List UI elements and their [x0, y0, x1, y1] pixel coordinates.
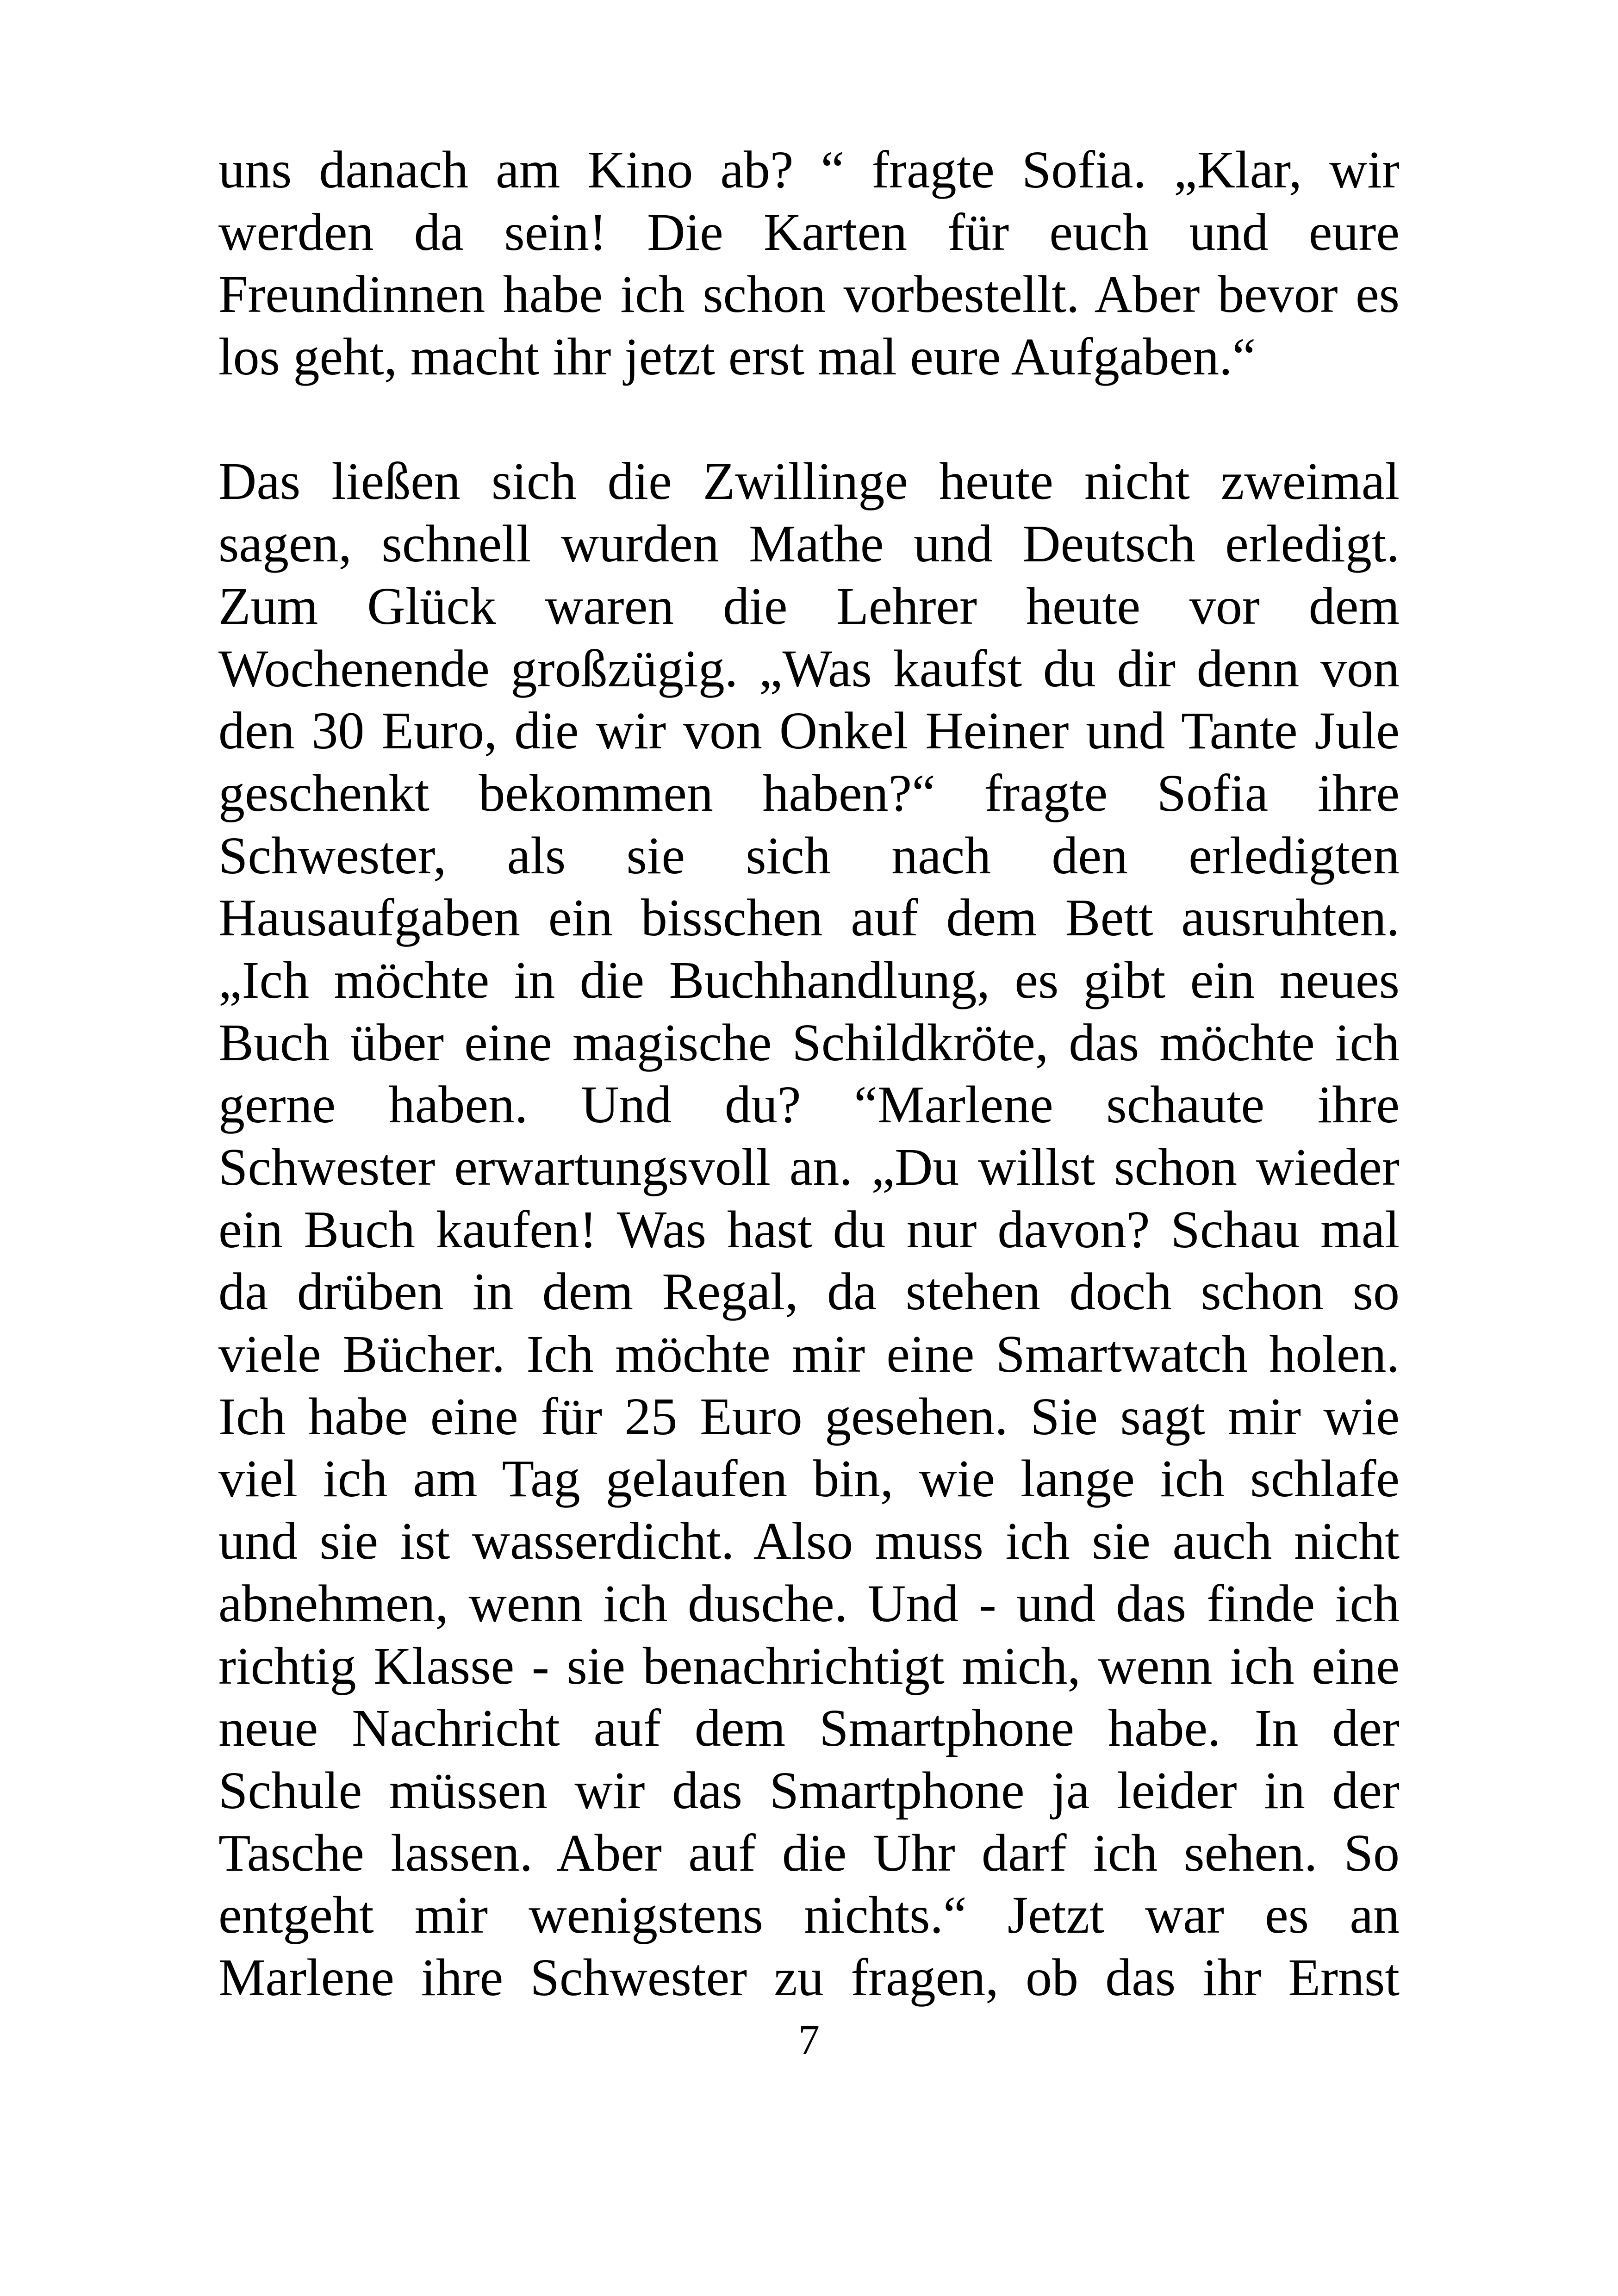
text-line: Schwester, als sie sich nach den erledigten [218, 826, 1400, 885]
text-line: Tasche lassen. Aber auf die Uhr darf ich sehen. So [218, 1823, 1400, 1882]
text-line: sagen, schnell wurden Mathe und Deutsch erledigt. [218, 514, 1400, 573]
text-line: ein Buch kaufen! Was hast du nur davon? Schau mal [218, 1200, 1400, 1259]
body-text [218, 139, 1400, 2009]
text-line: uns danach am Kino ab? “ fragte Sofia. „Klar, wir [218, 140, 1400, 199]
text-line: Schule müssen wir das Smartphone ja leider in der [218, 1761, 1400, 1820]
text-line: entgeht mir wenigstens nichts.“ Jetzt war es an [218, 1885, 1400, 1945]
text-line: viel ich am Tag gelaufen bin, wie lange ich schlafe [218, 1449, 1400, 1508]
text-line: gerne haben. Und du? “Marlene schaute ihre [218, 1075, 1400, 1134]
text-line: Ich habe eine für 25 Euro gesehen. Sie sagt mir wie [218, 1387, 1400, 1446]
paragraph-1 [218, 139, 1400, 388]
text-line: Marlene ihre Schwester zu fragen, ob das ihr Ernst [218, 1948, 1400, 2007]
text-line: los geht, macht ihr jetzt erst mal eure Aufgaben.“ [218, 327, 1256, 386]
text-line: den 30 Euro, die wir von Onkel Heiner und Tante Jule [218, 701, 1400, 760]
text-line: neue Nachricht auf dem Smartphone habe. In der [218, 1699, 1400, 1758]
text-line: Schwester erwartungsvoll an. „Du willst schon wieder [218, 1138, 1400, 1196]
text-line: viele Bücher. Ich möchte mir eine Smartwatch holen. [218, 1325, 1400, 1384]
paragraph-2 [218, 450, 1400, 2009]
text-line: Wochenende großzügig. „Was kaufst du dir denn von [218, 639, 1400, 698]
text-line: da drüben in dem Regal, da stehen doch schon so [218, 1262, 1400, 1321]
text-line: abnehmen, wenn ich dusche. Und - und das finde ich [218, 1574, 1400, 1633]
text-line: „Ich möchte in die Buchhandlung, es gibt ein neues [218, 950, 1400, 1009]
text-line: geschenkt bekommen haben?“ fragte Sofia ihre [218, 763, 1400, 822]
text-line: Buch über eine magische Schildkröte, das möchte ich [218, 1013, 1400, 1072]
paragraph-spacer [218, 388, 1400, 451]
text-line: Freundinnen habe ich schon vorbestellt. Aber bevor es [218, 265, 1400, 324]
text-line: richtig Klasse - sie benachrichtigt mich, wenn ich eine [218, 1636, 1400, 1695]
text-line: Hausaufgaben ein bisschen auf dem Bett ausruhten. [218, 888, 1400, 947]
text-line: Das ließen sich die Zwillinge heute nicht zweimal [218, 452, 1400, 511]
text-line: Zum Glück waren die Lehrer heute vor dem [218, 576, 1400, 635]
text-line: und sie ist wasserdicht. Also muss ich sie auch nicht [218, 1512, 1400, 1571]
text-line: werden da sein! Die Karten für euch und eure [218, 202, 1400, 261]
page-number: 7 [798, 2016, 820, 2063]
